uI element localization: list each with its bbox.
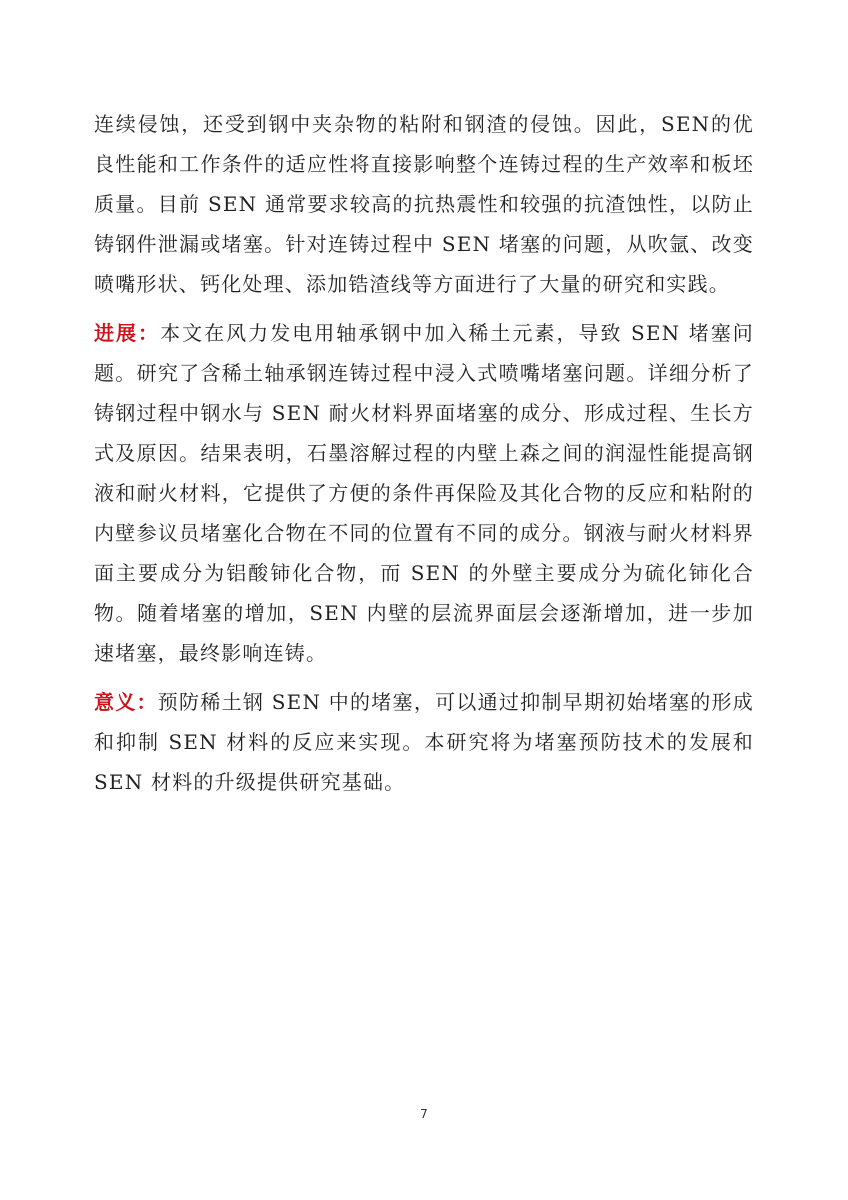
significance-paragraph [94,682,754,802]
progress-label: 进展： [94,321,161,345]
significance-label: 意义： [94,690,158,714]
progress-paragraph-text: 本文在风力发电用轴承钢中加入稀土元素，导致 SEN 堵塞问题。研究了含稀土轴承钢连铸过程中浸入式喷嘴堵塞问题。详细分析了铸钢过程中钢水与 SEN 耐火材料界面堵塞的成分、形成过程、生长方式及原因。结果表明，石墨溶解过程的内壁上森之间的润湿性能提高钢液和耐火材料，它提供了方便的条件再保险及其化合物的反应和粘附的内壁参议员堵塞化合物在不同的位置有不同的成分。钢液与耐火材料界面主要成分为铝酸铈化合物，而 SEN 的外壁主要成分为硫化铈化合物。随着堵塞的增加，SEN 内壁的层流界面层会逐渐增加，进一步加速堵塞，最终影响连铸。 [94,321,754,665]
intro-paragraph-text: 连续侵蚀，还受到钢中夹杂物的粘附和钢渣的侵蚀。因此，SEN的优良性能和工作条件的适应性将直接影响整个连铸过程的生产效率和板坯质量。目前 SEN 通常要求较高的抗热震性和较强的抗渣蚀性，以防止铸钢件泄漏或堵塞。针对连铸过程中 SEN 堵塞的问题，从吹氩、改变喷嘴形状、钙化处理、添加锆渣线等方面进行了大量的研究和实践。 [94,112,754,296]
progress-paragraph [94,313,754,673]
document-body [94,104,754,802]
page-number: 7 [420,1107,428,1121]
significance-paragraph-text: 预防稀土钢 SEN 中的堵塞，可以通过抑制早期初始堵塞的形成和抑制 SEN 材料的反应来实现。本研究将为堵塞预防技术的发展和 SEN 材料的升级提供研究基础。 [94,690,754,794]
intro-paragraph [94,104,754,304]
